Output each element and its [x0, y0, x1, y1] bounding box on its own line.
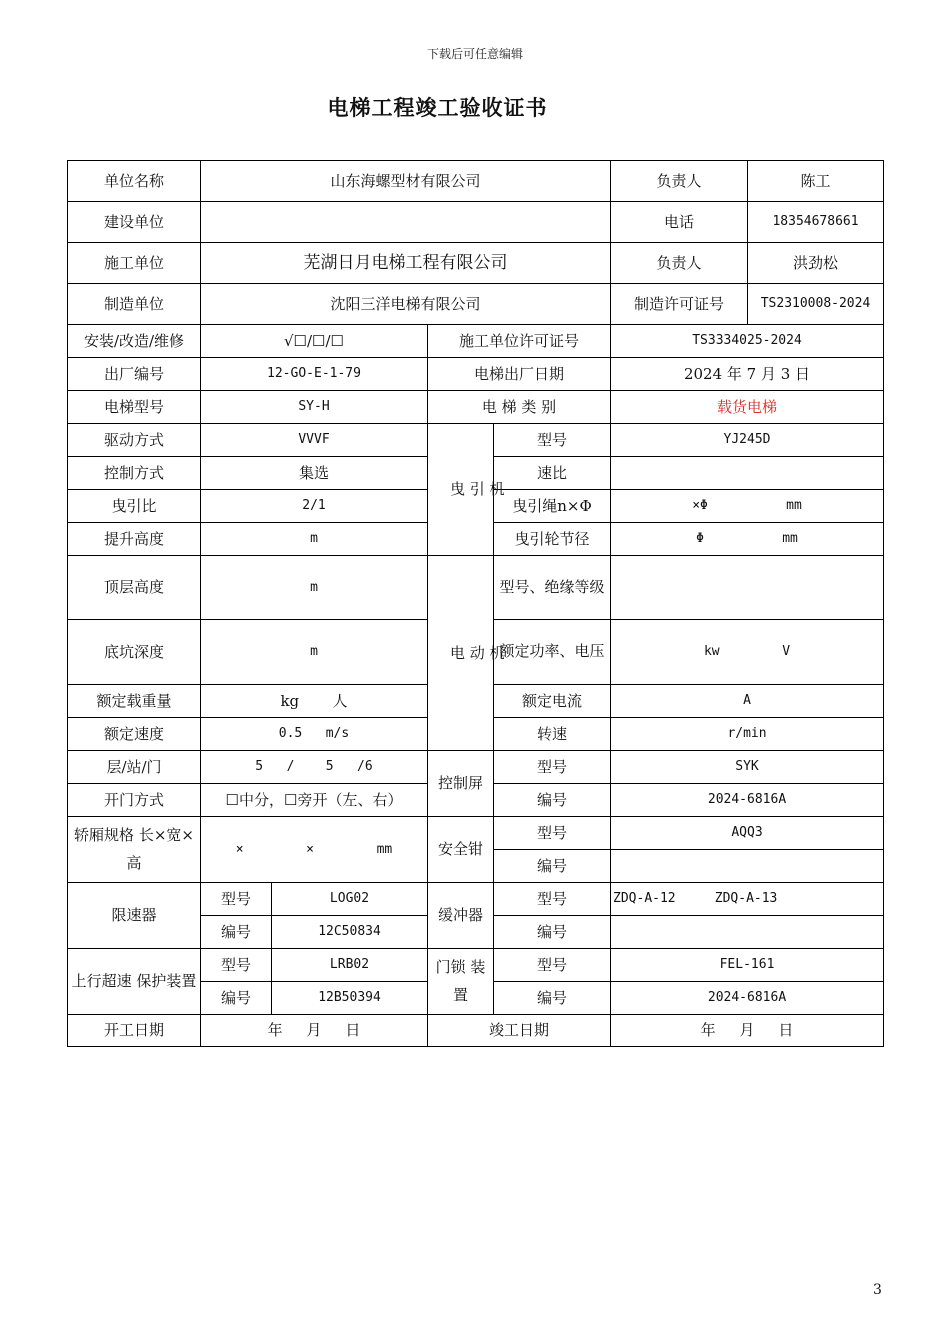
- rated-speed-value: 0.5 m/s: [201, 718, 428, 751]
- safety-gear-number-label: 编号: [494, 850, 611, 883]
- drive-mode-label: 驱动方式: [68, 424, 201, 457]
- completion-date-value: 年 月 日: [611, 1015, 884, 1047]
- table-row: [68, 284, 884, 325]
- contractor-value: 芜湖日月电梯工程有限公司: [201, 243, 611, 284]
- manufacturer-label: 制造单位: [68, 284, 201, 325]
- governor-model-label: 型号: [201, 883, 272, 916]
- page-number: 3: [873, 1282, 882, 1298]
- door-lock-model-label: 型号: [494, 949, 611, 982]
- manufacture-license-value: TS2310008-2024: [748, 284, 884, 325]
- elevator-model-label: 电梯型号: [68, 391, 201, 424]
- work-type-label: 安装/改造/维修: [68, 325, 201, 358]
- phone-value: 18354678661: [748, 202, 884, 243]
- contractor-license-label: 施工单位许可证号: [428, 325, 611, 358]
- elevator-category-label: 电 梯 类 别: [428, 391, 611, 424]
- rotation-speed-label: 转速: [494, 718, 611, 751]
- door-lock-label: 门锁 装置: [428, 949, 494, 1015]
- table-row: [68, 202, 884, 243]
- drive-mode-value: VVVF: [201, 424, 428, 457]
- car-size-value: × × mm: [201, 817, 428, 883]
- table-row: [68, 883, 884, 916]
- traction-machine-group-label: 曳 引 机: [428, 424, 494, 556]
- ascending-overspeed-label: 上行超速 保护装置: [68, 949, 201, 1015]
- table-row: [68, 358, 884, 391]
- factory-date-value: 2024 年 7 月 3 日: [611, 358, 884, 391]
- table-row: [68, 556, 884, 620]
- table-row: [68, 949, 884, 982]
- control-mode-label: 控制方式: [68, 457, 201, 490]
- work-type-checkboxes: √☐/☐/☐: [201, 325, 428, 358]
- safety-gear-number-value: [611, 850, 884, 883]
- controller-group-label: 控制屏: [428, 751, 494, 817]
- traction-ratio-value: 2/1: [201, 490, 428, 523]
- document-title: 电梯工程竣工验收证书: [327, 96, 548, 120]
- door-lock-number-label: 编号: [494, 982, 611, 1015]
- unit-name-label: 单位名称: [68, 161, 201, 202]
- floors-stops-doors-label: 层/站/门: [68, 751, 201, 784]
- traction-ratio-label: 曳引比: [68, 490, 201, 523]
- factory-number-label: 出厂编号: [68, 358, 201, 391]
- motor-group-label: 电 动 机: [428, 556, 494, 751]
- start-date-value: 年 月 日: [201, 1015, 428, 1047]
- rated-current-label: 额定电流: [494, 685, 611, 718]
- builder-value: [201, 202, 611, 243]
- rated-current-value: A: [611, 685, 884, 718]
- buffer-model-value: ZDQ-A-12 ZDQ-A-13: [611, 883, 884, 916]
- door-opening-value: ☐中分，☐旁开（左、右）: [201, 784, 428, 817]
- table-row: [68, 391, 884, 424]
- overspeed-model-value: LRB02: [272, 949, 428, 982]
- car-size-label: 轿厢规格 长×宽×高: [68, 817, 201, 883]
- motor-model-insulation-label: 型号、绝缘等级: [494, 556, 611, 620]
- governor-label: 限速器: [68, 883, 201, 949]
- completion-date-label: 竣工日期: [428, 1015, 611, 1047]
- rated-load-label: 额定载重量: [68, 685, 201, 718]
- owner-contact-label: 负责人: [611, 161, 748, 202]
- safety-gear-label: 安全钳: [428, 817, 494, 883]
- table-row: [68, 1015, 884, 1047]
- contractor-license-value: TS3334025-2024: [611, 325, 884, 358]
- door-lock-model-value: FEL-161: [611, 949, 884, 982]
- phone-label: 电话: [611, 202, 748, 243]
- sheave-diameter-value: Φ mm: [611, 523, 884, 556]
- buffer-number-value: [611, 916, 884, 949]
- motor-model-insulation-value: [611, 556, 884, 620]
- governor-number-value: 12C50834: [272, 916, 428, 949]
- controller-model-label: 型号: [494, 751, 611, 784]
- traction-model-label: 型号: [494, 424, 611, 457]
- controller-number-value: 2024-6816A: [611, 784, 884, 817]
- table-row: [68, 817, 884, 850]
- owner-contact-value: 陈工: [748, 161, 884, 202]
- contractor-contact-value: 洪劲松: [748, 243, 884, 284]
- door-lock-number-value: 2024-6816A: [611, 982, 884, 1015]
- rated-load-value: kg 人: [201, 685, 428, 718]
- lift-height-value: m: [201, 523, 428, 556]
- buffer-model-label: 型号: [494, 883, 611, 916]
- top-floor-height-value: m: [201, 556, 428, 620]
- table-row: [68, 325, 884, 358]
- control-mode-value: 集选: [201, 457, 428, 490]
- rated-power-voltage-value: kw V: [611, 620, 884, 685]
- lift-height-label: 提升高度: [68, 523, 201, 556]
- header-note: 下载后可任意编辑: [426, 47, 523, 61]
- governor-number-label: 编号: [201, 916, 272, 949]
- manufacture-license-label: 制造许可证号: [611, 284, 748, 325]
- floors-stops-doors-value: 5 / 5 /6: [201, 751, 428, 784]
- acceptance-certificate-table: [67, 160, 884, 1047]
- overspeed-number-value: 12B50394: [272, 982, 428, 1015]
- elevator-category-value: 载货电梯: [611, 391, 884, 424]
- controller-model-value: SYK: [611, 751, 884, 784]
- factory-date-label: 电梯出厂日期: [428, 358, 611, 391]
- contractor-contact-label: 负责人: [611, 243, 748, 284]
- pit-depth-label: 底坑深度: [68, 620, 201, 685]
- safety-gear-model-value: AQQ3: [611, 817, 884, 850]
- overspeed-number-label: 编号: [201, 982, 272, 1015]
- rope-spec-label: 曳引绳n×Φ: [494, 490, 611, 523]
- table-row: [68, 161, 884, 202]
- overspeed-model-label: 型号: [201, 949, 272, 982]
- table-row: [68, 424, 884, 457]
- start-date-label: 开工日期: [68, 1015, 201, 1047]
- table-row: [68, 751, 884, 784]
- buffer-number-label: 编号: [494, 916, 611, 949]
- door-opening-label: 开门方式: [68, 784, 201, 817]
- rated-power-voltage-label: 额定功率、电压: [494, 620, 611, 685]
- pit-depth-value: m: [201, 620, 428, 685]
- table-row: [68, 243, 884, 284]
- unit-name-value: 山东海螺型材有限公司: [201, 161, 611, 202]
- contractor-label: 施工单位: [68, 243, 201, 284]
- sheave-diameter-label: 曳引轮节径: [494, 523, 611, 556]
- rope-spec-value: ×Φ mm: [611, 490, 884, 523]
- speed-ratio-label: 速比: [494, 457, 611, 490]
- rotation-speed-value: r/min: [611, 718, 884, 751]
- traction-model-value: YJ245D: [611, 424, 884, 457]
- builder-label: 建设单位: [68, 202, 201, 243]
- speed-ratio-value: [611, 457, 884, 490]
- controller-number-label: 编号: [494, 784, 611, 817]
- safety-gear-model-label: 型号: [494, 817, 611, 850]
- factory-number-value: 12-GO-E-1-79: [201, 358, 428, 391]
- manufacturer-value: 沈阳三洋电梯有限公司: [201, 284, 611, 325]
- rated-speed-label: 额定速度: [68, 718, 201, 751]
- top-floor-height-label: 顶层高度: [68, 556, 201, 620]
- governor-model-value: LOG02: [272, 883, 428, 916]
- elevator-model-value: SY-H: [201, 391, 428, 424]
- buffer-label: 缓冲器: [428, 883, 494, 949]
